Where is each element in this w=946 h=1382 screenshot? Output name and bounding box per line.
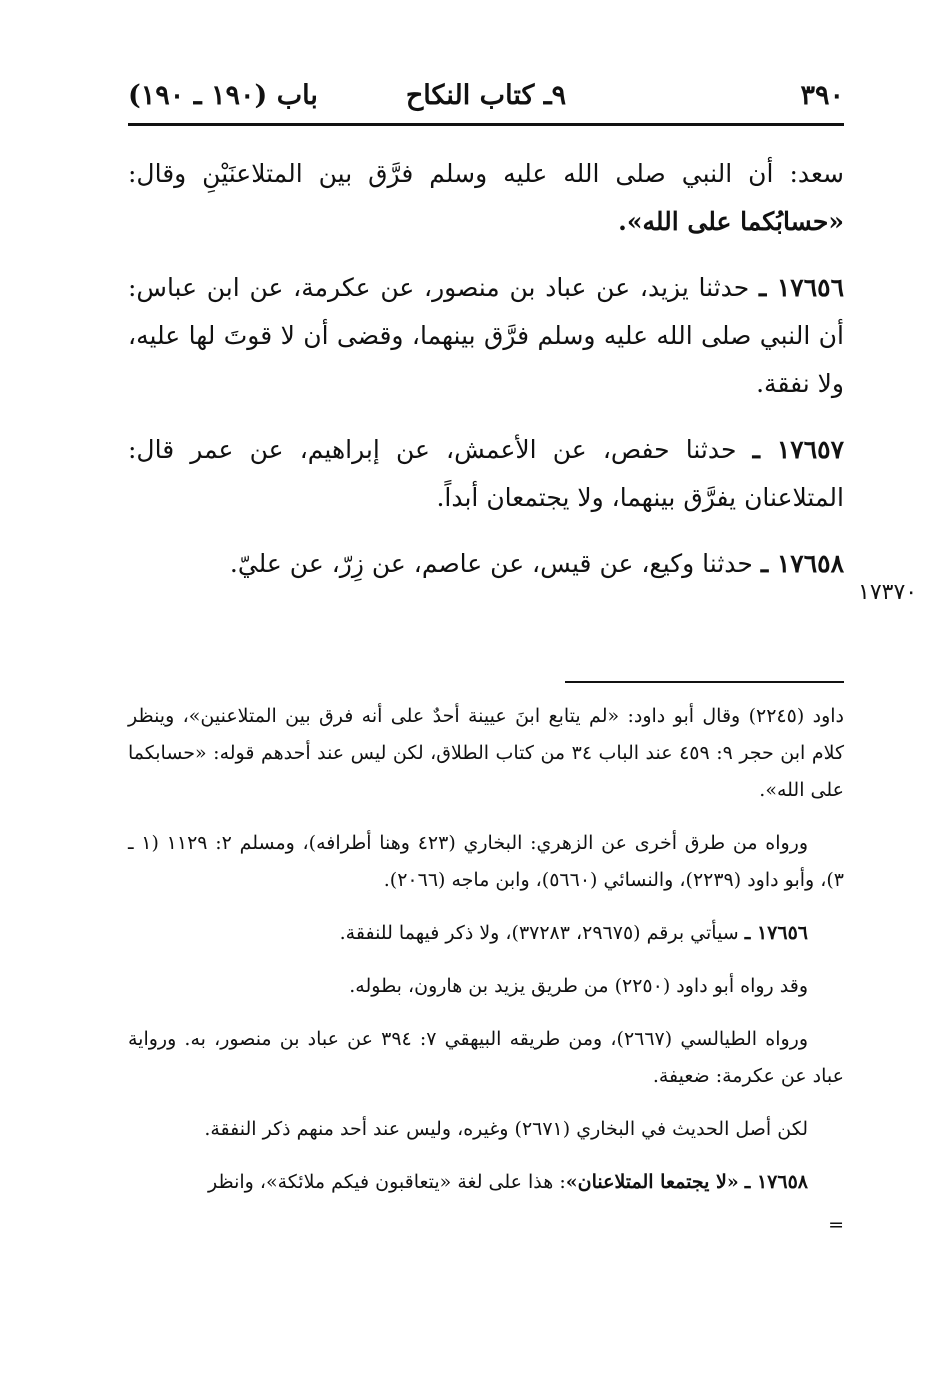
- hadith-paragraph-continued: [128, 150, 844, 246]
- chapter-heading: باب (١٩٠ ـ ١٩٠): [128, 80, 318, 111]
- footnote-rule: [565, 681, 844, 683]
- footnote-paragraph: لكن أصل الحديث في البخاري (٢٦٧١) وغيره، وليس عند أحد منهم ذكر النفقة.: [204, 1118, 808, 1140]
- book-title: ٩ـ كتاب النكاح: [405, 80, 567, 111]
- hadith-number: ١٧٦٥٦ ـ: [759, 273, 844, 302]
- hadith-17657: [128, 426, 844, 522]
- footnotes: [128, 698, 844, 1260]
- footnote-text: : هذا على لغة «يتعاقبون فيكم ملائكة»، وانظر: [208, 1171, 566, 1193]
- hadith-number: ١٧٦٥٨ ـ: [760, 549, 844, 578]
- footnote-17658: [128, 1164, 844, 1201]
- page-header: [128, 78, 844, 118]
- footnote-text: سيأتي برقم (٢٩٦٧٥، ٣٧٢٨٣)، ولا ذكر فيهما للنفقة.: [339, 922, 745, 944]
- footnote-paragraph: ورواه الطيالسي (٢٦٦٧)، ومن طريقه البيهقي ٧: ٣٩٤ عن عباد بن منصور، به. ورواية عباد عن عكرمة: ضعيفة.: [128, 1028, 844, 1087]
- footnote-number: ١٧٦٥٨ ـ: [744, 1171, 808, 1193]
- margin-reference-number: ١٧٣٧٠: [858, 580, 918, 605]
- footnote-bold-quote: «لا يجتمعا المتلاعنان»: [565, 1171, 739, 1193]
- footnote-paragraph: ورواه من طرق أخرى عن الزهري: البخاري (٤٢٣ وهنا أطرافه)، ومسلم ٢: ١١٢٩ (١ ـ ٣)، وأبو داود (٢٢٣٩)، والنسائي (٥٦٦٠)، وابن ماجه (٢٠٦٦).: [128, 832, 844, 891]
- paragraph-text: حدثنا وكيع، عن قيس، عن عاصم، عن زِرّ، عن عليّ.: [229, 549, 761, 578]
- footnote-paragraph: وقد رواه أبو داود (٢٢٥٠) من طريق يزيد بن هارون، بطوله.: [349, 975, 808, 997]
- hadith-17658: [128, 540, 844, 588]
- bold-quote: «حسابُكما على الله».: [618, 207, 844, 236]
- hadith-17656: [128, 264, 844, 408]
- paragraph-text: حدثنا حفص، عن الأعمش، عن إبراهيم، عن عمر قال: المتلاعنان يفرَّق بينهما، ولا يجتمعان أبداً.: [128, 435, 844, 512]
- page-number: ٣٩٠: [800, 80, 844, 111]
- footnote-17656: [128, 915, 844, 952]
- hadith-number: ١٧٦٥٧ ـ: [752, 435, 844, 464]
- header-rule: [128, 123, 844, 126]
- footnote-number: ١٧٦٥٦ ـ: [744, 922, 808, 944]
- paragraph-text: حدثنا يزيد، عن عباد بن منصور، عن عكرمة، عن ابن عباس: أن النبي صلى الله عليه وسلم فرَّق بينهما، وقضى أن لا قوتَ لها عليه، ولا نفقة.: [128, 273, 844, 398]
- footnote-paragraph: داود (٢٢٤٥) وقال أبو داود: «لم يتابع ابنَ عيينة أحدٌ على أنه فرق بين المتلاعنين»، وينظر كلام ابن حجر ٩: ٤٥٩ عند الباب ٣٤ من كتاب الطلاق، لكن ليس عند أحدهم قوله: «حسابكما على الله».: [128, 705, 844, 801]
- paragraph-text: سعد: أن النبي صلى الله عليه وسلم فرَّق بين المتلاعنَيْنِ وقال:: [128, 159, 844, 188]
- main-text: [128, 150, 844, 588]
- continuation-mark: =: [828, 1214, 844, 1236]
